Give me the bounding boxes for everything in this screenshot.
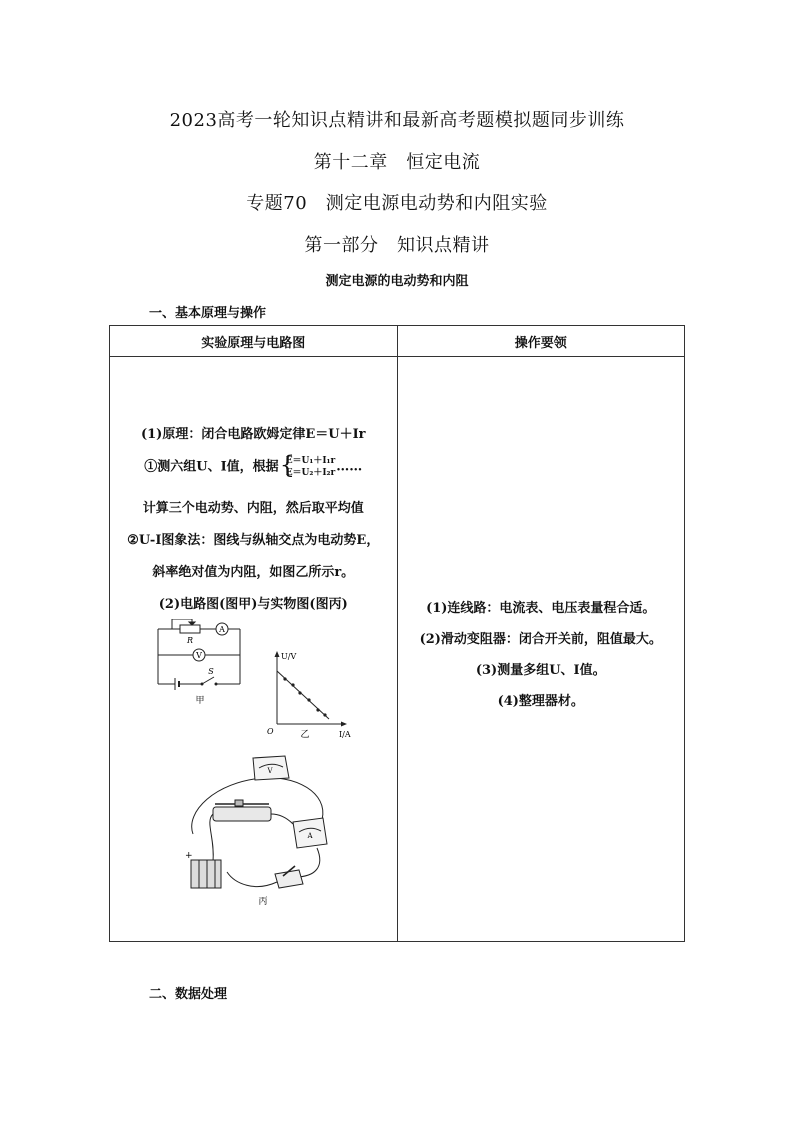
figure-caption-yi: 乙 bbox=[300, 730, 310, 740]
slope-line: 斜率绝对值为内阻，如图乙所示r。 bbox=[152, 565, 355, 580]
table-header-row bbox=[110, 326, 685, 357]
table-body-row bbox=[110, 357, 685, 942]
operation-step: (1)连线路：电流表、电压表量程合适。 bbox=[426, 601, 656, 616]
brace-symbol: { bbox=[279, 451, 295, 479]
figure-caption-bing: 丙 bbox=[258, 897, 268, 907]
data-point bbox=[316, 708, 319, 711]
doc-title-topic: 专题70 测定电源电动势和内阻实验 bbox=[246, 193, 548, 214]
rheostat-slider bbox=[235, 800, 243, 806]
switch-pivot bbox=[201, 683, 204, 686]
ui-graph-yi bbox=[265, 649, 360, 744]
doc-title-line1: 2023高考一轮知识点精讲和最新高考题模拟题同步训练 bbox=[169, 110, 625, 131]
resistor-label: R bbox=[186, 636, 194, 645]
measure-line bbox=[110, 451, 397, 479]
equation-1: E＝U₁＋I₁r bbox=[285, 456, 336, 466]
x-axis-arrow bbox=[341, 722, 347, 727]
figure-caption-jia: 甲 bbox=[195, 696, 205, 706]
switch-base bbox=[275, 870, 303, 888]
doc-title-chapter: 第十二章 恒定电流 bbox=[313, 152, 481, 173]
principle-cell bbox=[110, 357, 398, 942]
rheostat-symbol bbox=[180, 625, 200, 633]
y-axis-arrow bbox=[275, 651, 280, 657]
operation-cell bbox=[397, 357, 685, 942]
origin-label: O bbox=[267, 727, 274, 736]
wire-switch-battery bbox=[227, 872, 277, 887]
wire-voltmeter-battery bbox=[192, 778, 263, 834]
rheostat-body bbox=[213, 807, 271, 821]
ammeter-face-label: A bbox=[307, 832, 313, 840]
switch-contact bbox=[215, 683, 218, 686]
voltmeter-label: V bbox=[196, 651, 202, 660]
section-heading-principle: 一、基本原理与操作 bbox=[149, 306, 267, 321]
data-point bbox=[323, 713, 326, 716]
operation-step: (3)测量多组U、I值。 bbox=[475, 663, 606, 678]
operation-step: (4)整理器材。 bbox=[497, 694, 584, 709]
battery-plus-sign: + bbox=[185, 851, 193, 861]
principle-line: (1)原理：闭合电路欧姆定律E＝U＋Ir bbox=[140, 427, 366, 442]
voltmeter-face-label: V bbox=[267, 767, 273, 775]
doc-subtitle: 测定电源的电动势和内阻 bbox=[325, 274, 469, 289]
battery-body bbox=[191, 860, 221, 888]
ammeter-label: A bbox=[219, 625, 225, 634]
data-point bbox=[298, 691, 301, 694]
graph-method-line: ②U-I图象法：图线与纵轴交点为电动势E， bbox=[127, 533, 380, 548]
table-header-operation: 操作要领 bbox=[397, 326, 685, 357]
wire-battery-rheostat bbox=[210, 814, 213, 862]
equation-system bbox=[279, 451, 336, 479]
equation-2: E＝U₂＋I₂r bbox=[285, 468, 336, 478]
switch-label: S bbox=[208, 667, 214, 676]
principle-operation-table bbox=[109, 325, 685, 942]
data-point bbox=[291, 683, 294, 686]
diagram-caption-line: (2)电路图(图甲)与实物图(图丙) bbox=[158, 597, 348, 612]
y-axis-label: U/V bbox=[281, 652, 297, 661]
doc-title-part: 第一部分 知识点精讲 bbox=[304, 235, 490, 256]
ellipsis-text: …… bbox=[336, 459, 363, 475]
average-line: 计算三个电动势、内阻，然后取平均值 bbox=[142, 501, 364, 516]
wire-rheostat-ammeter bbox=[271, 814, 293, 824]
measure-text: ①测六组U、I值，根据 bbox=[144, 459, 279, 475]
data-point bbox=[283, 677, 286, 680]
table-header-principle: 实验原理与电路图 bbox=[110, 326, 398, 357]
x-axis-label: I/A bbox=[339, 730, 351, 739]
slider-wire bbox=[172, 619, 192, 629]
section-heading-data: 二、数据处理 bbox=[149, 987, 228, 1002]
operation-step: (2)滑动变阻器：闭合开关前，阻值最大。 bbox=[419, 632, 662, 647]
data-point bbox=[307, 698, 310, 701]
switch-lever bbox=[202, 677, 214, 684]
apparatus-diagram-bing bbox=[175, 752, 345, 907]
circuit-diagram-jia bbox=[154, 619, 254, 734]
